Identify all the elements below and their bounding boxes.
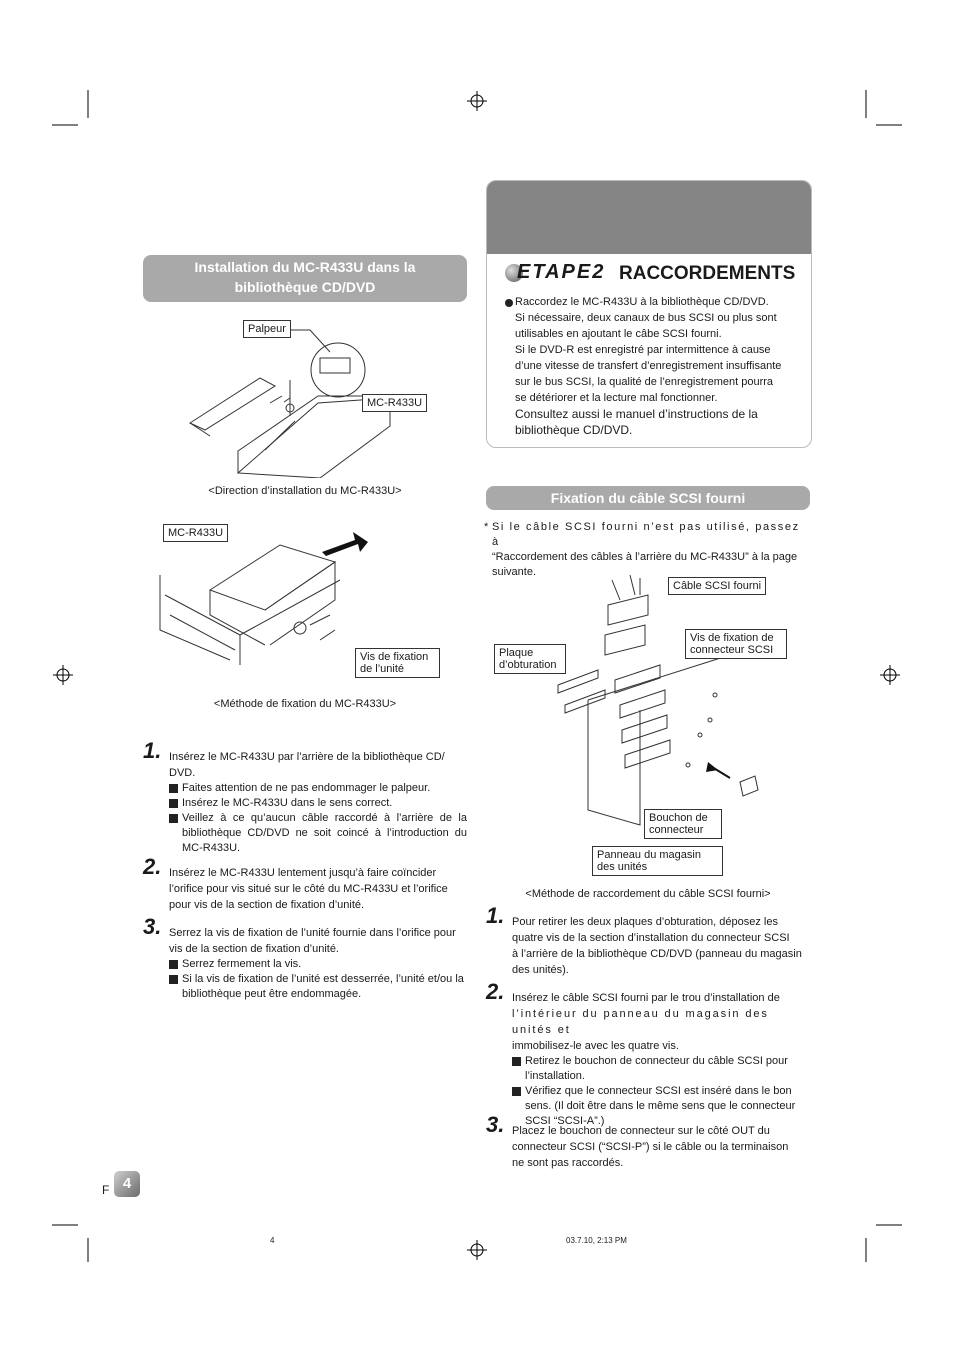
insert-arrow-icon [322,532,368,556]
label-mc-r433u-fig2: MC-R433U [163,524,228,542]
list-item: Si la vis de fixation de l’unité est desserrée, l’unité et/ou la bibliothèque peut être endommagée. [169,972,469,1002]
page-number-badge: 4 [114,1171,140,1197]
label-plaque-obturation: Plaque d’obturation [494,644,566,674]
right-step-3: 3. Placez le bouchon de connecteur sur le côté OUT du connecteur SCSI (“SCSI-P”) si le câble ou la terminaison ne sont pas raccordés. [486,1112,789,1169]
registration-mark-icon [467,91,487,111]
label-mc-r433u-fig1: MC-R433U [362,394,427,412]
label-panneau-magasin: Panneau du magasin des unités [592,846,723,876]
left-step-1: 1. Insérez le MC-R433U par l’arrière de la bibliothèque CD/ DVD. Faites attention de ne pas endommager le palpeur. Insérez le MC-R433U dans le sens correct. Veillez à ce qu’aucun câble raccordé à l’arrière de la bibliothèque CD/DVD ne soit coincé à l’introduction du MC-R433U. [143,738,467,854]
section-title-installation: Installation du MC-R433U dans la bibliothèque CD/DVD [143,255,467,302]
caption-fig3: <Méthode de raccordement du câble SCSI fourni> [525,888,771,900]
list-item: Veillez à ce qu’aucun câble raccordé à l’arrière de la bibliothèque CD/DVD ne soit coincé à l’introduction du MC-R433U. [169,811,467,856]
label-bouchon-connecteur: Bouchon de connecteur [644,809,722,839]
list-item: Retirez le bouchon de connecteur du câble SCSI pour l’installation. [512,1054,810,1084]
list-item: Serrez fermement la vis. [169,957,469,972]
section-heading-raccordements: RACCORDEMENTS [619,263,796,284]
label-vis-fixation-unite: Vis de fixation de l’unité [355,648,440,678]
note-text: * Si le câble SCSI fourni n’est pas utilisé, passez à “Raccordement des câbles à l’arrière du MC-R433U” à la page suivante. [484,521,800,578]
right-step-1: 1. Pour retirer les deux plaques d’obturation, déposez les quatre vis de la section d’installation du connecteur SCSI à l’arrière de la bibliothèque CD/DVD (panneau du magasin des unités). [486,903,802,976]
registration-mark-icon [53,665,73,685]
right-step-2: 2. Insérez le câble SCSI fourni par le trou d’installation de l’intérieur du panneau du magasin des unités et immobilisez-le avec les quatre vis. Retirez le bouchon de connecteur du câble SCSI pour l’installation. Vérifiez que le connecteur SCSI est inséré dans le bon sens. (Il doit être dans le même sens que le connecteur SCSI “SCSI-A”.) [512,990,810,1129]
left-step-2: 2. Insérez le MC-R433U lentement jusqu’à faire coïncider l’orifice pour vis situé sur le côté du MC-R433U et l’orifice pour vis de la section de fixation d’unité. [143,854,448,911]
label-cable-scsi: Câble SCSI fourni [668,577,766,595]
intro-text: Raccordez le MC-R433U à la bibliothèque CD/DVD. Si nécessaire, deux canaux de bus SCSI ou plus sont utilisables en ajoutant le câbe SCSI fourni. Si le DVD-R est enregistré par intermittence à cause d’une vitesse de transfert d’enregistrement insuffisante sur le bus SCSI, la qualité de l’enregistrement pourra se détériorer et la lecture mal fonctionner. Consultez aussi le manuel d’instructions de la bibliothèque CD/DVD. [505,294,795,438]
list-item: Insérez le MC-R433U dans le sens correct. [169,796,467,811]
raccordements-box [486,180,812,448]
label-vis-fixation-connecteur: Vis de fixation de connecteur SCSI [685,629,787,659]
section-title-fixation: Fixation du câble SCSI fourni [486,486,810,510]
left-step-3: 3. Serrez la vis de fixation de l’unité fournie dans l’orifice pour vis de la section de fixation d’unité. Serrez fermement la vis. Si la vis de fixation de l’unité est desserrée, l’unité et/ou la bibliothèque peut être endommagée. [169,925,469,1002]
caption-fig2: <Méthode de fixation du MC-R433U> [213,698,397,710]
label-palpeur: Palpeur [243,320,291,338]
footer-print-stamp: 03.7.10, 2:13 PM [566,1236,627,1245]
list-item: Vérifiez que le connecteur SCSI est inséré dans le bon sens. (Il doit être dans le même sens que le connecteur SCSI “SCSI-A”.) [512,1084,810,1129]
registration-mark-icon [880,665,900,685]
etape-logo: ETAPE2 [517,261,606,283]
caption-fig1: <Direction d’installation du MC-R433U> [208,485,402,497]
header-band [487,181,811,254]
list-item: Faites attention de ne pas endommager le palpeur. [169,781,467,796]
footer-lang: F [102,1183,110,1197]
footer-print-page: 4 [270,1236,275,1245]
registration-mark-icon [467,1240,487,1260]
bullet-icon [505,299,513,307]
